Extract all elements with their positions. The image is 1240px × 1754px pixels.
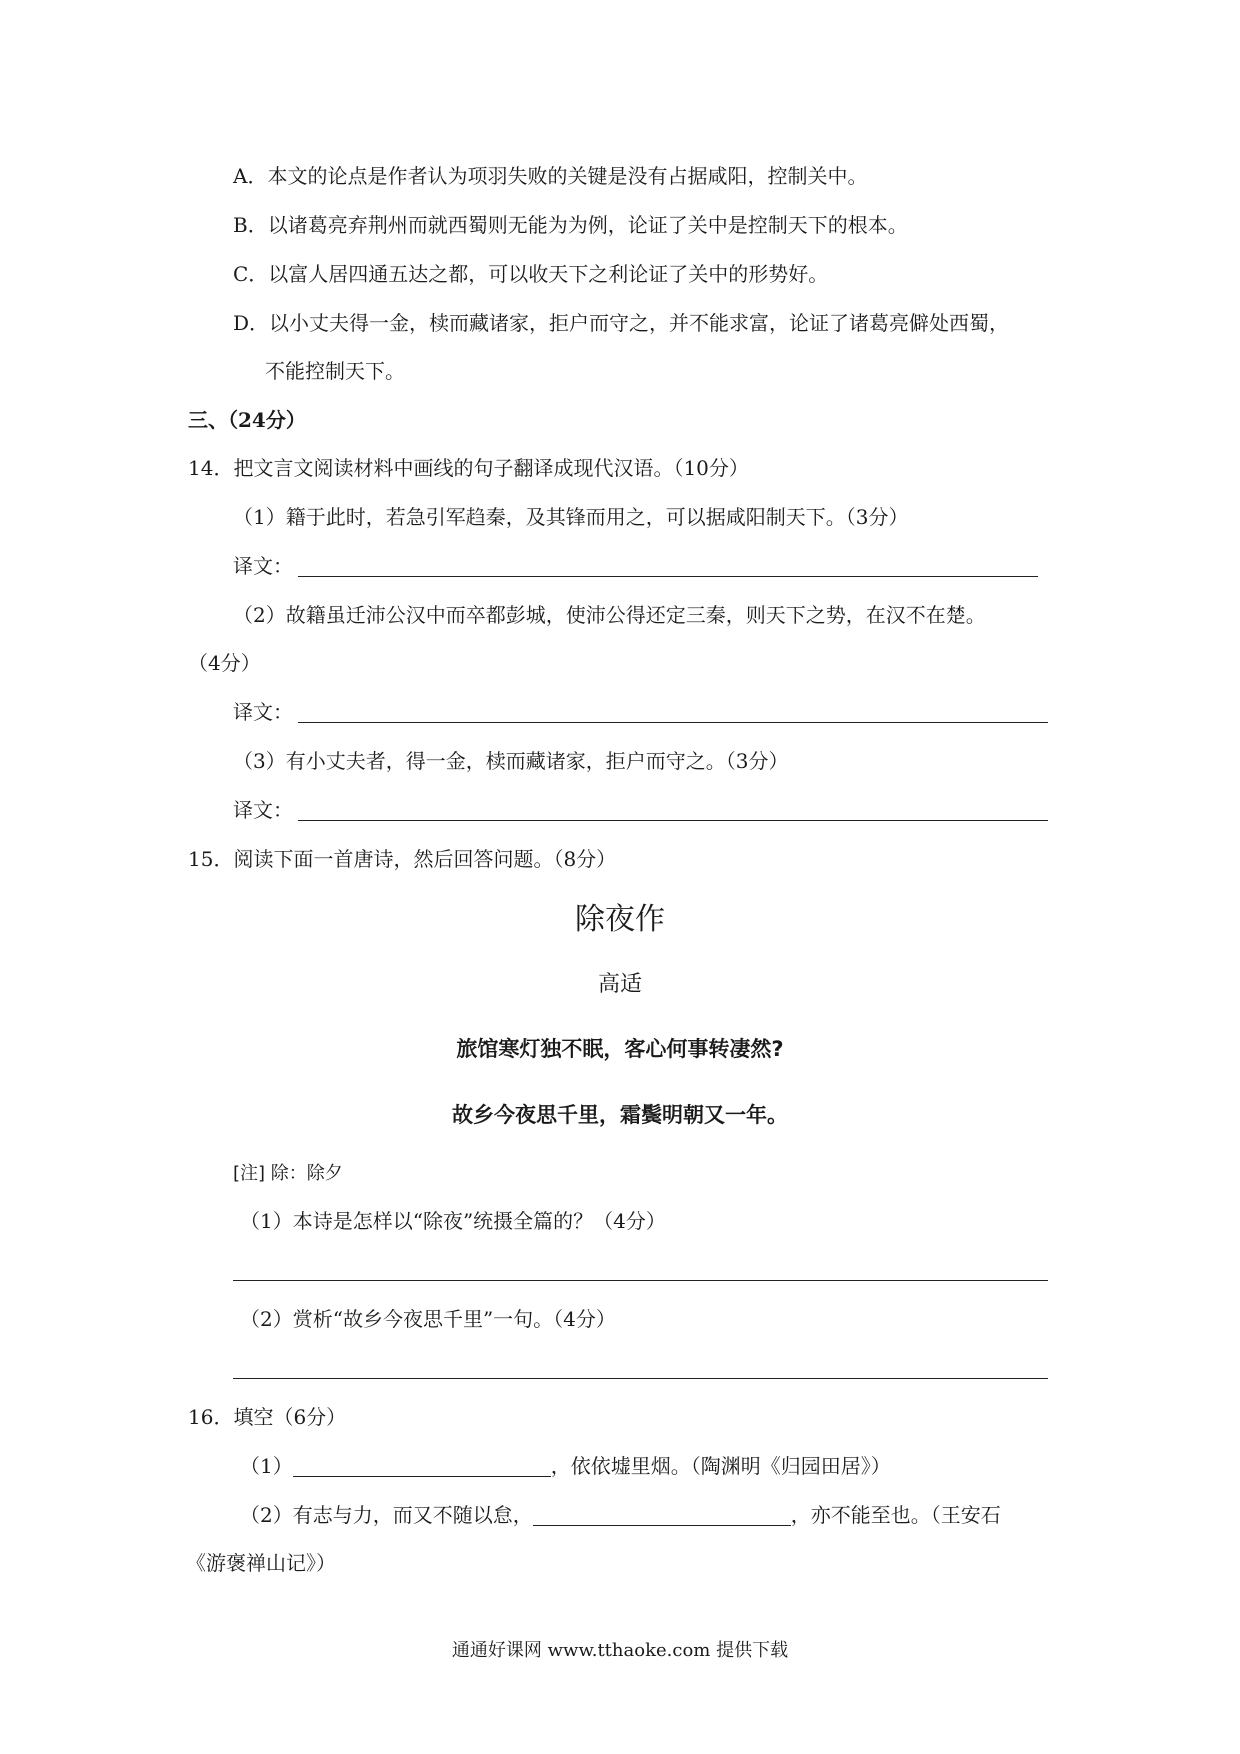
q15-answer-line-1[interactable]: [233, 1280, 1048, 1281]
q14-answer-label-2: 译文：: [233, 700, 293, 724]
poem-note: [注] 除：除夕: [233, 1163, 343, 1184]
q16-item-1-suffix: ，依依墟里烟。（陶渊明《归园田居》）: [550, 1454, 891, 1478]
poem-line-2: 故乡今夜思千里，霜鬓明朝又一年。: [452, 1103, 788, 1127]
q14-sentence-3: （3）有小丈夫者，得一金，椟而藏诸家，拒户而守之。（3分）: [233, 749, 789, 773]
q16-item-2-prefix: （2）有志与力，而又不随以怠，: [240, 1503, 533, 1527]
option-c: C．以富人居四通五达之都，可以收天下之利论证了关中的形势好。: [233, 262, 829, 286]
q14-answer-line-2[interactable]: [298, 722, 1048, 723]
q14-stem: 14．把文言文阅读材料中画线的句子翻译成现代汉语。（10分）: [188, 456, 749, 480]
q16-stem: 16．填空（6分）: [188, 1405, 347, 1429]
poem-title: 除夜作: [575, 902, 665, 937]
option-d-line2: 不能控制天下。: [265, 359, 405, 383]
section-heading: 三、（24分）: [188, 408, 306, 432]
q16-item-1: [240, 1452, 891, 1480]
q14-answer-label-3: 译文：: [233, 798, 293, 822]
option-a: A．本文的论点是作者认为项羽失败的关键是没有占据咸阳，控制关中。: [233, 164, 868, 188]
q14-sentence-2-line2: （4分）: [188, 651, 261, 675]
q16-item-2-line2: 《游褒禅山记》）: [186, 1551, 336, 1575]
q14-sentence-1: （1）籍于此时，若急引军趋秦，及其锋而用之，可以据咸阳制天下。（3分）: [233, 505, 909, 529]
q16-blank-1[interactable]: [293, 1454, 551, 1477]
q16-item-2-suffix: ，亦不能至也。（王安石: [790, 1503, 1001, 1527]
page-footer: 通通好课网 www.tthaoke.com 提供下载: [451, 1640, 789, 1661]
q16-item-2: [240, 1501, 1001, 1529]
q16-blank-2[interactable]: [533, 1503, 791, 1526]
q14-answer-line-3[interactable]: [298, 820, 1048, 821]
q15-sub-1: （1）本诗是怎样以“除夜”统摄全篇的？（4分）: [240, 1209, 666, 1233]
poem-author: 高适: [597, 972, 642, 997]
q14-answer-label-1: 译文：: [233, 554, 293, 578]
q15-stem: 15．阅读下面一首唐诗，然后回答问题。（8分）: [188, 847, 617, 871]
q16-item-1-prefix: （1）: [240, 1454, 293, 1478]
q14-sentence-2-line1: （2）故籍虽迁沛公汉中而卒都彭城，使沛公得还定三秦，则天下之势，在汉不在楚。: [233, 603, 986, 627]
option-b: B．以诸葛亮弃荆州而就西蜀则无能为为例，论证了关中是控制天下的根本。: [233, 213, 908, 237]
q15-sub-2: （2）赏析“故乡今夜思千里”一句。（4分）: [240, 1307, 616, 1331]
option-d-line1: D．以小丈夫得一金，椟而藏诸家，拒户而守之，并不能求富，论证了诸葛亮僻处西蜀，: [233, 311, 1010, 335]
poem-line-1: 旅馆寒灯独不眠，客心何事转凄然?: [456, 1037, 784, 1061]
q14-answer-line-1[interactable]: [298, 576, 1038, 577]
q15-answer-line-2[interactable]: [233, 1378, 1048, 1379]
